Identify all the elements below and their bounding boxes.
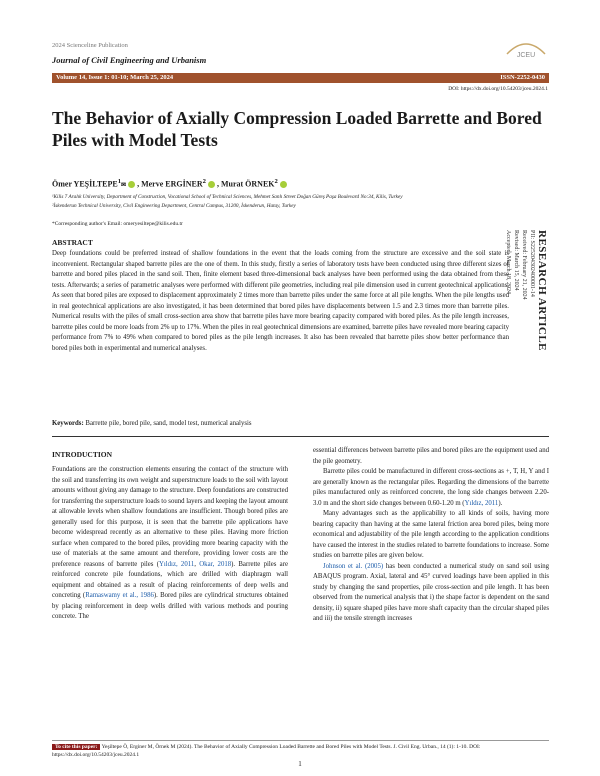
author-3: Murat ÖRNEK [220,179,275,189]
volume-info: Volume 14, Issue 1: 01-10; March 25, 2024 [56,74,174,81]
affiliation-2: ²İskenderun Technical University, Civil Engineering Department, Central Campus, 31200, İskenderun, Hatay, Turkey [52,203,296,209]
paragraph: Many advantages such as the applicability to all kinds of soils, having more bearing capacity than having at the same lateral friction area bored piles, being more economical and adjustability of the pile length according to the application conditions have caused the interest in the studies related to barrette foundations to increase. Some studies on barrette piles are given below. [313,510,549,559]
journal-name: Journal of Civil Engineering and Urbanism [52,55,207,65]
orcid-icon[interactable] [208,181,215,188]
citation-link[interactable]: Yıldız, 2011 [158,560,195,568]
author-2: Merve ERGİNER [141,179,203,189]
revised-date: Revised: March 15, 2024 [513,230,519,291]
doi-link[interactable]: DOI: https://dx.doi.org/10.54203/jceu.2024.1 [448,86,548,92]
body-column-2 [313,446,549,625]
body-column-1 [52,465,288,623]
page-number: 1 [298,760,302,768]
abstract-heading: ABSTRACT [52,238,93,247]
article-type: RESEARCH ARTICLE [536,230,548,352]
keywords: Keywords: Barrette pile, bored pile, sand, model test, numerical analysis [52,420,252,427]
paragraph: Johnson et al. (2005) has been conducted a numerical study on sand soil using ABAQUS program. Axial, lateral and 45° curved loadings have been applied in this study by changing the sand properties, pile cross-section and pile length. It has been observed from the numerical analysis that i) the shape factor is dependent on the sand density, ii) square shaped piles have more shaft capacity than the circular shaped piles and iii) the tensile strength increases [313,562,549,622]
pii: PII: S225204302400001-14 [529,230,535,297]
divider [52,436,549,437]
citation-footer [52,740,549,759]
orcid-icon[interactable] [128,181,135,188]
citation-link[interactable]: Ramaswamy et al., 1986 [85,592,154,599]
corresponding-author: *Corresponding author's Email: omeryesiltepe@kilis.edu.tr [52,221,183,227]
orcid-icon[interactable] [280,181,287,188]
received-date: Received: February 21, 2024 [521,230,527,300]
paragraph: Foundations are the construction elements ensuring the contact of the structure with the soil and transferring its own weight and superstructure loads to the soil with layout amounts without giving any damage to the structure. Deep foundations are constructed for transferring the superstructure loads to sound layers and keeping the layout amount at allowable levels when shallow foundations are insufficient. Though bored piles are generally used for this purpose, it is seen that the barrette pile applications have become widespread recently as an alternative to these piles. Having more friction surface when compared to the bored piles, providing more bearing capacity with the use of materials at the same amount and therefore, providing lower costs are the preference reasons of barrette piles (Yıldız, 2011, Okar, 2018). Barrette piles are reinforced concrete pile foundations, which are drilled with diaphragm wall equipment and obtained as a result of placing reinforcements of deep wells and concreting (Ramaswamy et al., 1986). Bored piles are cylindrical structures obtained by placing reinforcement in deep wells drilled with various methods and pouring concrete. The [52,466,288,620]
author-1: Ömer YEŞİLTEPE [52,179,118,189]
paragraph: Barrette piles could be manufactured in different cross-sections as +, T, H, Y and I are generally known as the rectangular piles. Regarding the dimensions of the barrette piles manufactured only as reinforced concrete, the long side changes between 2.20-3.0 m and the short side changes between 0.60-1.20 m (Yıldız, 2011). [313,468,549,507]
issn: ISSN-2252-0430 [500,74,545,81]
page-title: The Behavior of Axially Compression Loaded Barrette and Bored Piles with Model Tests [52,108,542,150]
cite-text: Yeşiltepe Ö, Erginer M, Örnek M (2024). The Behavior of Axially Compression Loaded Barrette and Bored Piles with Model Tests. J. Civil Eng. Urban., 14 (1): 1-10. DOI: https://dx.doi.org/10.54203/jceu.2024.1 [52,744,481,758]
paragraph: essential differences between barrette piles and bored piles are the equipment used and the pile geometry. [313,447,549,465]
citation-link[interactable]: Johnson et al. (2005) [323,562,384,570]
citation-link[interactable]: Okar, 2018 [199,560,232,568]
affiliation-1: ¹Kilis 7 Aralık University, Department of Construction, Vocational School of Technical Sciences, Mehmet Sanlı Street Doğan Güreş Paşa Boulevard No:34, Kilis, Turkey [52,194,403,200]
svg-text:JCEU: JCEU [516,52,536,59]
accepted-date: Accepted: March 18, 2024 [505,230,511,294]
author-list: Ömer YEŞİLTEPE$^1$✉ , Merve ERGİNER$^2$ , Murat ÖRNEK$^2$ [52,178,289,189]
intro-heading: INTRODUCTION [52,450,113,459]
abstract-text: Deep foundations could be preferred instead of shallow foundations in the event that the loads coming from the structure are excessive and the soil state is inconvenient. Rectangular shaped barrette piles are the one of them. In this study, firstly a series of laboratory tests have been conducted using three different sizes of barrette and bored piles placed in the sand soil. Then, finite element based three-dimensional back analyses have been performed using the data obtained from these tests. Afterwards; a series of parametric analyses were performed with different pile geometries, including real pile dimension used in current geotechnical applications. As seen that bored piles are exposed to displacement approximately 2 times more than barrette piles under the same force at all pile lengths. When the pile lengths used in real geotechnical applications are also investigated, it has been determined that bored piles have displacements between 1.5 and 2.3 times more than barrette piles. Numerical results with the piles of small cross-section area show that barrette piles have more bearing capacity compared with bored piles. As the pile length increases, barrette piles could be more loads from 2% up to 17%. When the piles in real geotechnical dimensions are examined, barrette piles have revealed more bearing capacity performance from 7% to 49% when compared to bored piles as the pile length increases. It also has been revealed that barrette piles show better performance than bored piles both in experimental and numerical analyses. [52,250,509,352]
volume-bar [52,73,549,83]
publisher-line: 2024 Scienceline Publication [52,42,128,49]
cite-label: To cite this paper: [52,744,100,750]
journal-logo [503,36,549,64]
citation-link[interactable]: Yıldız, 2011 [464,499,499,507]
